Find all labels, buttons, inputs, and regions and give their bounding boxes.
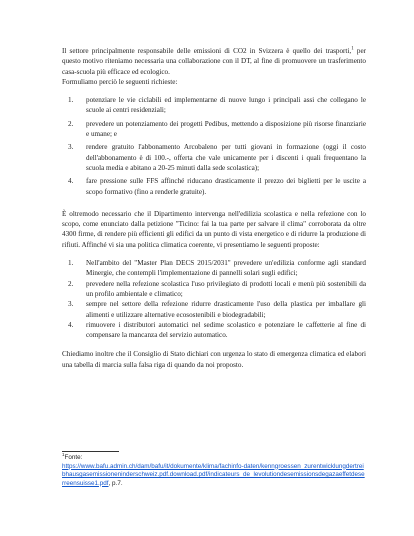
document-body	[62, 46, 366, 370]
list-number: 1.	[68, 96, 74, 105]
list-item	[62, 176, 366, 197]
list-item-text: potenziare le vie ciclabili ed implementarne di nuove lungo i principali assi che collegano le scuole ai centri residenziali;	[86, 96, 366, 115]
list-item	[62, 258, 366, 279]
list-item	[62, 119, 366, 140]
spacer	[62, 200, 366, 209]
list-number: 2.	[68, 279, 74, 288]
requests-list	[62, 95, 366, 197]
second-paragraph: È oltremodo necessario che il Dipartimento intervenga nell'edilizia scolastica e nella refezione con lo scopo, come enunciato dalla petizione "Ticino: fai la tua parte per salvare il clima" corroborata da oltre 4300 firme, di rendere più efficienti gli edifici da un punto di vista energetico e di ridurre la produzione di rifiuti. Affinché vi sia una politica climatica coerente, vi presentiamo le seguenti proposte:	[62, 209, 366, 249]
list-item-text: fare pressione sulle FFS affinché riducano drasticamente il prezzo dei biglietti per le uscite a scopo formativo (fino a renderle gratuite).	[86, 177, 366, 196]
list-item-text: sempre nel settore della refezione ridurre drasticamente l'uso della plastica per imballare gli alimenti e utilizzare alternative ecosostenibili e biodegradabili;	[86, 300, 366, 319]
list-number: 1.	[68, 259, 74, 268]
proposals-list	[62, 258, 366, 340]
intro-paragraph	[62, 46, 366, 77]
footnote-label	[62, 451, 366, 463]
footnote-separator	[62, 451, 119, 452]
footnote-number: 1	[62, 451, 65, 457]
list-item	[62, 299, 366, 320]
intro-rest: per questo motivo riteniamo necessaria una collaborazione con il DT, al fine di promuovere un trasferimento casa-scuola più efficace ed ecologico.	[62, 47, 366, 76]
footnote-source	[62, 463, 366, 489]
list-item-text: Nell'ambito del "Master Plan DECS 2015/2031" prevedere un'edilizia conforme agli standard Minergie, che contempli l'implementazione di pannelli solari sugli edifici;	[86, 259, 366, 278]
footnote-link[interactable]: https://www.bafu.admin.ch/dam/bafu/it/dokumente/klima/fachinfo-daten/kenngroessen_zurentwicklungdertreibhausgasemissioneninderschweiz.pdf.download.pdf/indicateurs_de_levolutiondesemissionsdegazaeffetdeserreensuisse1.pdf	[62, 462, 365, 487]
list-item-text: rimuovere i distributori automatici nel sedime scolastico e potenziare le caffetterie al fine di compensare la mancanza del servizio automatico.	[86, 320, 366, 340]
list-number: 3.	[68, 300, 74, 309]
closing-paragraph: Chiediamo inoltre che il Consiglio di Stato dichiari con urgenza lo stato di emergenza climatica ed elabori una tabella di marcia sulla falsa riga di quando da noi proposto.	[62, 350, 366, 369]
intro-line: Il settore principalmente responsabile delle emissioni di CO2 in Svizzera è quello dei trasporti,	[62, 47, 352, 55]
list-item	[62, 320, 366, 341]
list-item-text: rendere gratuito l'abbonamento Arcobaleno per tutti giovani in formazione (oggi il costo dell'abbonamento è di 100.-, offerta che vale unicamente per i discenti i quali frequentano la scuola media e abitano a 20-25 minuti dalla sede scolastica);	[86, 143, 366, 172]
list-number: 2.	[68, 119, 74, 128]
list-number: 4.	[68, 177, 74, 186]
list-item	[62, 95, 366, 116]
list-number: 3.	[68, 143, 74, 152]
list-item	[62, 279, 366, 300]
list-number: 4.	[68, 320, 74, 329]
list-item-text: prevedere nella refezione scolastica l'uso privilegiato di prodotti locali e menù più sostenibili da un profilo ambientale e climatico;	[86, 279, 366, 298]
list-item-text: prevedere un potenziamento dei progetti Pedibus, mettendo a disposizione più risorse finanziarie e umane; e	[86, 119, 366, 139]
footnote-label-text: Fonte:	[64, 454, 83, 461]
spacer	[62, 340, 366, 349]
footnote-reference[interactable]: 1	[351, 46, 354, 52]
footnote-page: , p.7.	[108, 479, 123, 487]
requests-lead: Formuliamo perciò le seguenti richieste:	[62, 77, 178, 86]
footnote	[62, 451, 366, 488]
list-item	[62, 142, 366, 173]
